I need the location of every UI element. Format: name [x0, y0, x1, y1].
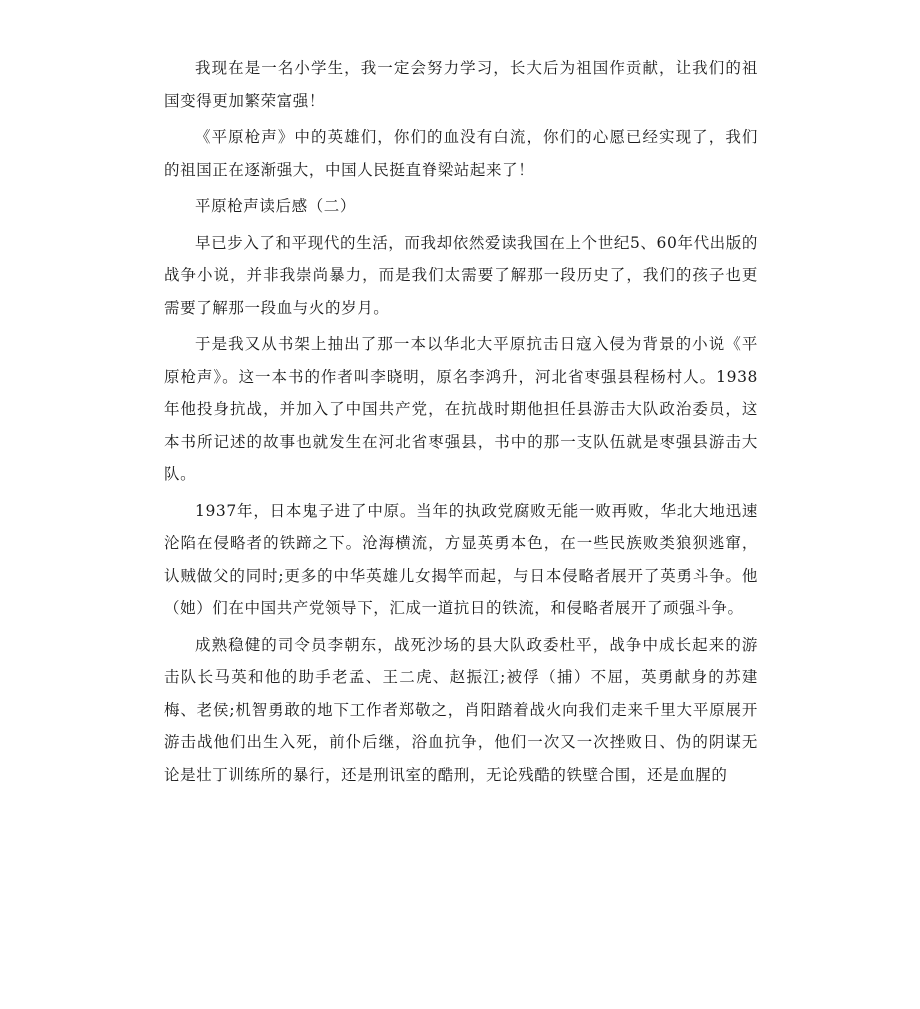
paragraph-3: 早已步入了和平现代的生活，而我却依然爱读我国在上个世纪5、60年代出版的战争小说，并非我崇尚暴力，而是我们太需要了解那一段历史了，我们的孩子也更需要了解那一段血与火的岁月。: [164, 233, 758, 317]
paragraph-6: 成熟稳健的司令员李朝东，战死沙场的县大队政委杜平，战争中成长起来的游击队长马英和他的助手老孟、王二虎、赵振江;被俘（捕）不屈，英勇献身的苏建梅、老侯;机智勇敢的地下工作者郑敬之，肖阳踏着战火向我们走来千里大平原展开游击战他们出生入死，前仆后继，浴血抗争，他们一次又一次挫败日、伪的阴谋无论是壮丁训练所的暴行，还是刑讯室的酷刑，无论残酷的铁壁合围，还是血腥的: [164, 635, 758, 784]
section-heading: 平原枪声读后感（二）: [195, 197, 357, 215]
paragraph-4: 于是我又从书架上抽出了那一本以华北大平原抗击日寇入侵为背景的小说《平原枪声》。这一本书的作者叫李晓明，原名李鸿升，河北省枣强县程杨村人。1938年他投身抗战，并加入了中国共产党，在抗战时期他担任县游击大队政治委员，这本书所记述的故事也就发生在河北省枣强县，书中的那一支队伍就是枣强县游击大队。: [164, 335, 758, 483]
paragraph-1: 我现在是一名小学生，我一定会努力学习，长大后为祖国作贡献，让我们的祖国变得更加繁荣富强！: [164, 59, 758, 110]
document-page: [164, 52, 758, 795]
paragraph-2: 《平原枪声》中的英雄们，你们的血没有白流，你们的心愿已经实现了，我们的祖国正在逐渐强大，中国人民挺直脊梁站起来了！: [164, 128, 758, 179]
paragraph-5: 1937年，日本鬼子进了中原。当年的执政党腐败无能一败再败，华北大地迅速沦陷在侵略者的铁蹄之下。沧海横流，方显英勇本色，在一些民族败类狼狈逃窜，认贼做父的同时;更多的中华英雄儿女揭竿而起，与日本侵略者展开了英勇斗争。他（她）们在中国共产党领导下，汇成一道抗日的铁流，和侵略者展开了顽强斗争。: [164, 501, 758, 617]
